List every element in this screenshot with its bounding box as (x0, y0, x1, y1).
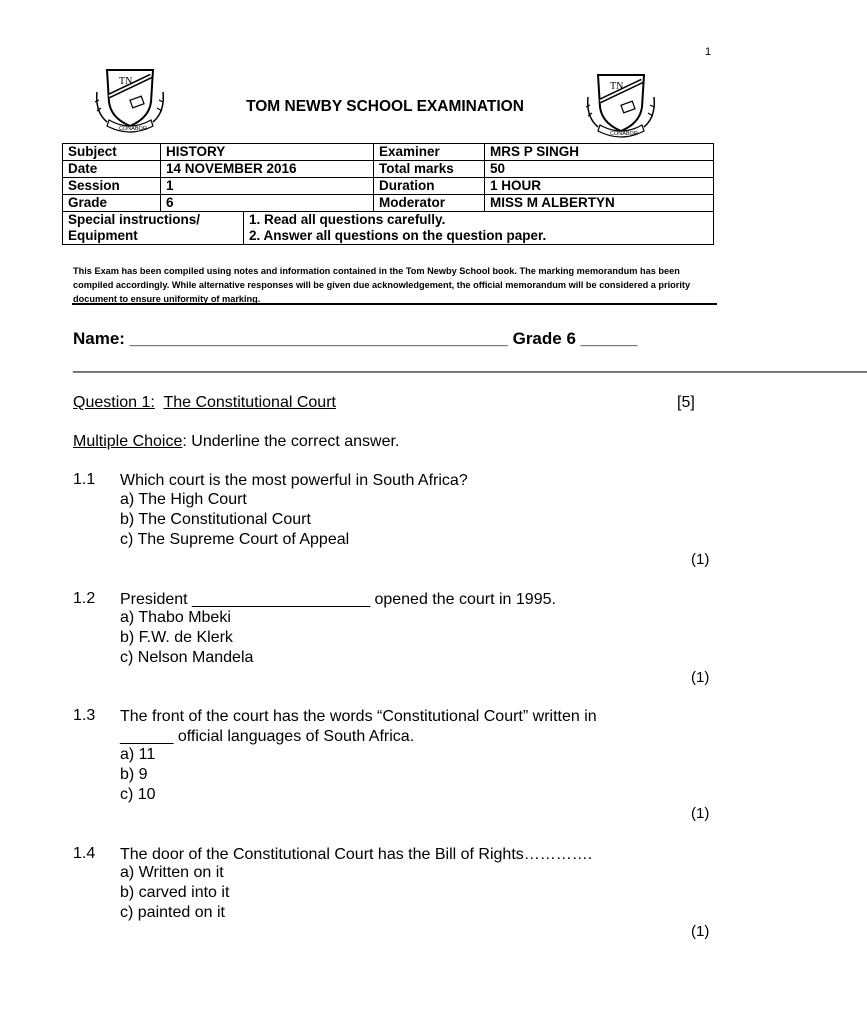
question-1-total-marks: [5] (677, 394, 695, 411)
question-text-line-2: ______ official languages of South Africa. (120, 728, 415, 745)
table-row (63, 228, 714, 245)
answer-option[interactable]: c) The Supreme Court of Appeal (120, 531, 350, 548)
answer-option[interactable]: c) painted on it (120, 904, 225, 921)
question-number: 1.4 (73, 845, 96, 862)
question-1-title: The Constitutional Court (163, 394, 336, 411)
grade-value: 6 (161, 195, 374, 212)
moderator-value: MISS M ALBERTYN (485, 195, 714, 212)
svg-text:CONABOR: CONABOR (610, 131, 638, 137)
subject-label: Subject (63, 144, 161, 161)
blank-answer-line[interactable]: ____________________________________________________________________________________ (73, 354, 867, 373)
answer-option[interactable]: b) carved into it (120, 884, 230, 901)
date-label: Date (63, 161, 161, 178)
answer-option[interactable]: b) 9 (120, 766, 148, 783)
instruction-2: 2. Answer all questions on the question paper. (244, 228, 714, 245)
question-text: The door of the Constitutional Court has the Bill of Rights…………. (120, 846, 593, 863)
answer-option[interactable]: a) 11 (120, 746, 156, 763)
answer-option[interactable]: a) The High Court (120, 491, 247, 508)
duration-value: 1 HOUR (485, 178, 714, 195)
question-1-heading (73, 394, 336, 412)
examiner-value: MRS P SINGH (485, 144, 714, 161)
instruction-label: Multiple Choice (73, 433, 183, 450)
grade-label: Grade (63, 195, 161, 212)
answer-option[interactable]: c) Nelson Mandela (120, 649, 254, 666)
question-text: President ____________________ opened the court in 1995. (120, 591, 556, 608)
table-row (63, 178, 714, 195)
total-marks-value: 50 (485, 161, 714, 178)
session-label: Session (63, 178, 161, 195)
table-row (63, 144, 714, 161)
instruction-1: 1. Read all questions carefully. (244, 212, 714, 229)
special-instructions-label: Special instructions/ (63, 212, 244, 229)
question-text: The front of the court has the words “Constitutional Court” written in (120, 708, 597, 725)
examiner-label: Examiner (374, 144, 485, 161)
name-grade-line[interactable]: Name: ________________________________________ Grade 6 ______ (73, 329, 638, 348)
answer-option[interactable]: b) The Constitutional Court (120, 511, 311, 528)
divider (72, 303, 717, 305)
answer-option[interactable]: b) F.W. de Klerk (120, 629, 233, 646)
svg-text:TN: TN (610, 81, 624, 92)
duration-label: Duration (374, 178, 485, 195)
moderator-label: Moderator (374, 195, 485, 212)
svg-text:TN: TN (119, 76, 133, 87)
question-number: 1.3 (73, 707, 96, 724)
question-mark: (1) (691, 923, 710, 940)
session-value: 1 (161, 178, 374, 195)
question-mark: (1) (691, 551, 710, 568)
svg-text:CONABOR: CONABOR (119, 126, 147, 132)
exam-info-table (62, 143, 714, 245)
question-mark: (1) (691, 669, 710, 686)
answer-option[interactable]: a) Thabo Mbeki (120, 609, 231, 626)
question-1-label: Question 1: (73, 394, 155, 411)
answer-option[interactable]: c) 10 (120, 786, 156, 803)
question-number: 1.2 (73, 590, 96, 607)
question-text: Which court is the most powerful in South Africa? (120, 472, 468, 489)
disclaimer-text: This Exam has been compiled using notes and information contained in the Tom Newby School book. The marking memorandum has been compiled accordingly. While alternative responses will be given due acknowledgement, the official memorandum will be considered a priority document to ensure uniformity of marking. (73, 266, 691, 304)
equipment-label: Equipment (63, 228, 244, 245)
exam-title: TOM NEWBY SCHOOL EXAMINATION (246, 98, 524, 115)
table-row (63, 212, 714, 229)
question-mark: (1) (691, 805, 710, 822)
question-instruction (73, 433, 399, 451)
subject-value: HISTORY (161, 144, 374, 161)
instruction-text: : Underline the correct answer. (182, 433, 400, 450)
table-row (63, 195, 714, 212)
table-row (63, 161, 714, 178)
total-marks-label: Total marks (374, 161, 485, 178)
answer-option[interactable]: a) Written on it (120, 864, 224, 881)
question-number: 1.1 (73, 471, 96, 488)
page-number: 1 (705, 46, 712, 58)
date-value: 14 NOVEMBER 2016 (161, 161, 374, 178)
